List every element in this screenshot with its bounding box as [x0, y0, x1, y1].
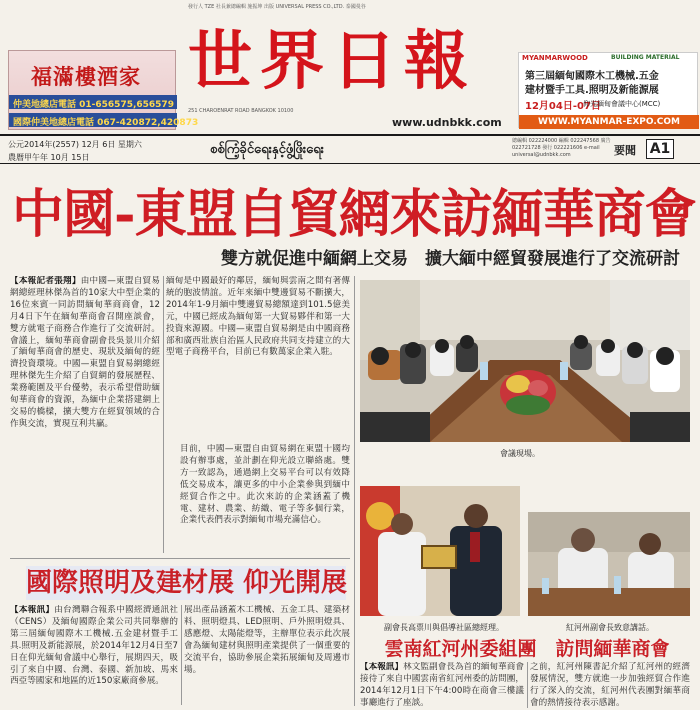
speech-photo	[528, 512, 690, 616]
main-story-text-2: 緬甸是中國最好的鄰居，緬甸與雲南之間有著傳統的胞波情誼。近年來緬中雙邊貿易不斷擴大，2014年1-9月緬中雙邊貿易總額達到101.5億美元，中國已經成為緬甸第一大貿易夥伴和第一大投資來源國。中國—東盟自貿易網是由中國商務部和廣西壯族自治區人民政府共同支持建立的大型電子商務平台，目前已有數萬家企業入駐。	[166, 276, 350, 358]
main-headline: 中國-東盟自貿網來訪緬華商會	[12, 184, 696, 245]
byline: 【本報記者張翔】	[10, 276, 81, 286]
column-divider	[163, 276, 164, 553]
expo-story-headline: 國際照明及建材展 仰光開展	[26, 568, 348, 598]
page-number: A1	[646, 139, 674, 159]
honghe-story-headline: 雲南紅河州委組團 訪問緬華商會	[384, 638, 670, 660]
honghe-story-column-2	[530, 662, 690, 708]
honghe-story-text-2: 之前，紅河州陳書記介紹了紅河州的經濟發展情況，雙方就進一步加強經貿合作進行了深入的交流，紅河州代表團對緬華商會的熱情接待表示感謝。	[530, 662, 690, 708]
column-divider	[354, 276, 355, 706]
contact-numbers: 總編輯 022224000 編輯 022247568 廣告 022721728 發行 022221606 e-mail universal@udnbkk.com	[512, 138, 611, 158]
burmese-slogan: စစ်ကြံ့ခိုင်ရေးနှင့်ဖွံ့ဖြိုးရေး	[210, 142, 324, 157]
meeting-photo	[360, 280, 690, 442]
expo-byline: 【本報訊】	[10, 605, 55, 615]
gift-exchange-photo	[360, 486, 520, 616]
column-divider	[181, 605, 182, 705]
honghe-story-column-1	[360, 662, 524, 708]
honghe-story-text-1: 林文監副會長為首的緬甸華商會接待了來自中國雲南省紅河州委的訪問團，2014年12月1日下午4:00時在商會三樓議事廳進行了座談。	[360, 662, 524, 708]
expo-story-text-1: 由台灣聯合報系中國經濟通訊社（CENS）及緬甸國際企業公司共同舉辦的第三屆緬甸國際木工機械.五金建材暨手工具.照明及新能源展，於2014年12月4日至7日在仰光緬甸會議中心舉行，展期四天，吸引了來自中國、台灣、泰國、新加坡、馬來西亞等國家和地區的近150家廠商參展。	[10, 605, 178, 687]
expo-logo-wood: MYANMARWOOD	[522, 54, 588, 62]
main-story-text-3: 目前，中國—東盟自由貿易網在東盟十國均設有辦事處，並計劃在仰光設立聯絡處。雙方一致認為，通過網上交易平台可以有效降低交易成本，讓更多的中小企業參與到緬中經貿合作之中。此次來訪的企業涵蓋了機電、建材、農業、紡織、電子等多個行業，企業代表們表示對緬甸市場充滿信心。	[180, 444, 350, 526]
date-strip	[0, 134, 700, 164]
gift-exchange-illustration	[360, 486, 520, 616]
honghe-byline: 【本報訊】	[360, 662, 404, 672]
restaurant-phone-2: 國際仲美地總店電話 067-420872,420873	[13, 118, 199, 128]
main-subheadline: 雙方就促進中緬網上交易 擴大緬中經貿發展進行了交流研討	[221, 249, 680, 269]
expo-story-column-2	[184, 605, 350, 705]
meeting-room-illustration	[360, 280, 690, 442]
expo-logo-building: BUILDING MATERIAL	[611, 54, 680, 61]
gift-photo-caption: 副會長高票川與倡導社區總經理。	[384, 623, 504, 632]
expo-date: 12月04日-07日	[525, 101, 601, 112]
meeting-photo-caption: 會議現場。	[500, 449, 540, 458]
column-divider	[527, 662, 528, 708]
expo-story-text-2: 展出產品涵蓋木工機械、五金工具、建築材料、照明燈具、LED照明、戶外照明燈具、感應燈、太陽能燈等，主辦單位表示此次展會為緬甸建材與照明產業提供了一個重要的交流平台，協助參展企業拓展緬甸及周邊市場。	[184, 605, 350, 675]
expo-story-column-1	[10, 605, 178, 705]
expo-venue: 仰光緬甸會議中心(MCC)	[583, 100, 661, 108]
section-label: 要聞	[614, 144, 636, 157]
expo-title-line-2: 建材暨手工具.照明及新能源展	[525, 85, 659, 96]
expo-title-line-1: 第三屆緬甸國際木工機械.五金	[525, 71, 659, 82]
main-story-column-3	[180, 444, 350, 552]
speech-photo-caption: 紅河州副會長致意講話。	[566, 623, 654, 632]
newspaper-website[interactable]: www.udnbkk.com	[392, 116, 502, 129]
newspaper-title: 世界日報	[188, 24, 476, 99]
main-story-text-1: 由中國—東盟自貿易網總經理林傑為首的10家大中型企業的16位來賓一同訪問緬甸華商商會，12月4日下午在緬甸華商會召開座談會，雙方就電子商務合作進行了交流研討。會議上，緬甸華商會副會長吳景川介紹了緬甸華商會的歷史、現狀及緬甸的經濟投資環境。中國—東盟自貿易網總經理林傑先生介紹了自貿網的發展歷程、業務範圍及平台優勢，表示希望借助緬甸華商會的資源，為緬中企業搭建網上交易的橋樑，擴大雙方在經貿領域的合作與交流，實現互利共贏。	[10, 276, 160, 429]
expo-ad	[518, 52, 698, 128]
publisher-address: 251 CHAROENRAT ROAD BANGKOK 10100	[188, 108, 294, 114]
gregorian-date: 公元2014年(2557) 12月 6日 星期六	[8, 140, 142, 149]
lunar-date: 農曆甲午年 10月 15日	[8, 153, 90, 162]
speech-illustration	[528, 512, 690, 616]
restaurant-phone-1: 仲美地總店電話 01-656575,656579	[13, 100, 174, 110]
main-story-column-1	[10, 276, 160, 553]
restaurant-name: 福滿樓酒家	[31, 64, 141, 89]
restaurant-ad	[8, 50, 199, 130]
publisher-info: 發行人 TZE 社長兼總編輯 施振坤 出版 UNIVERSAL PRESS CO.,LTD. 泰國曼谷	[188, 4, 366, 10]
section-divider	[10, 558, 350, 559]
expo-website[interactable]: WWW.MYANMAR-EXPO.COM	[519, 115, 699, 129]
